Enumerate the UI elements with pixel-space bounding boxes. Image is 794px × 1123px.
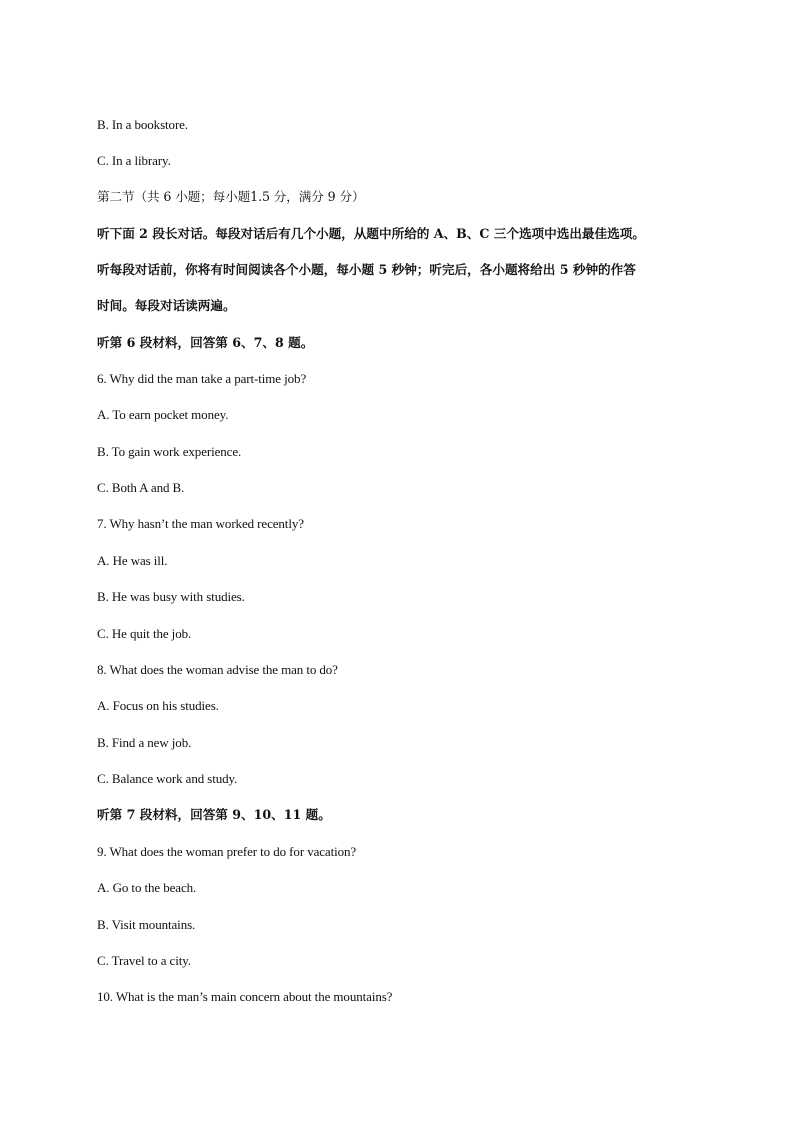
section-heading: 第二节（共 6 小题；每小题1.5 分，满分 9 分） (97, 189, 365, 204)
instruction-line-2: 听每段对话前，你将有时间阅读各个小题，每小题 5 秒钟；听完后，各小题将给出 5 秒钟的作答 (97, 262, 636, 277)
option-c-q7: C. He quit the job. (97, 626, 192, 641)
option-a-q7: A. He was ill. (97, 553, 168, 568)
option-a-q6: A. To earn pocket money. (97, 407, 229, 422)
option-a-q9: A. Go to the beach. (97, 880, 197, 895)
instruction-line-1: 听下面 2 段长对话。每段对话后有几个小题，从题中所给的 A、B、C 三个选项中选出最佳选项。 (97, 226, 645, 241)
option-c-q5: C. In a library. (97, 153, 171, 168)
option-c-q6: C. Both A and B. (97, 480, 185, 495)
question-8: 8. What does the woman advise the man to do? (97, 662, 338, 677)
option-b-q8: B. Find a new job. (97, 735, 192, 750)
option-a-q8: A. Focus on his studies. (97, 698, 219, 713)
question-7: 7. Why hasn’t the man worked recently? (97, 516, 304, 531)
material-6-heading: 听第 6 段材料，回答第 6、7、8 题。 (97, 335, 314, 350)
material-7-heading: 听第 7 段材料，回答第 9、10、11 题。 (97, 807, 331, 822)
option-b-q5: B. In a bookstore. (97, 117, 188, 132)
option-b-q6: B. To gain work experience. (97, 444, 242, 459)
option-b-q7: B. He was busy with studies. (97, 589, 245, 604)
instruction-line-3: 时间。每段对话读两遍。 (97, 298, 236, 313)
question-10: 10. What is the man’s main concern about the mountains? (97, 989, 393, 1004)
option-c-q8: C. Balance work and study. (97, 771, 238, 786)
option-b-q9: B. Visit mountains. (97, 917, 196, 932)
question-6: 6. Why did the man take a part-time job? (97, 371, 307, 386)
option-c-q9: C. Travel to a city. (97, 953, 191, 968)
question-9: 9. What does the woman prefer to do for vacation? (97, 844, 357, 859)
